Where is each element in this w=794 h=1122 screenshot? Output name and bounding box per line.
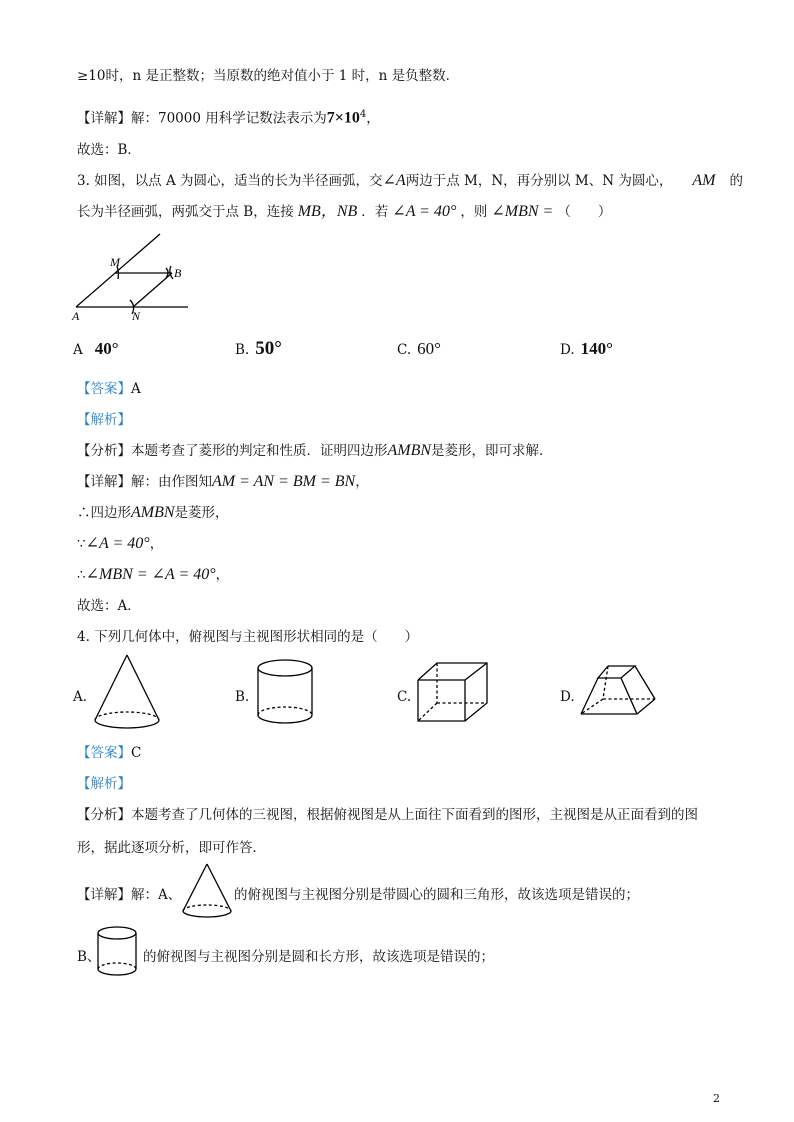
detail-line: 【详解】解：A、 xyxy=(77,887,182,903)
cone-icon xyxy=(92,652,162,732)
q4-option-c-label: C. xyxy=(397,689,412,705)
analysis-label: 【解析】 xyxy=(77,412,131,428)
math-superscript: 4 xyxy=(359,109,367,120)
answer-label: 【答案】 xyxy=(77,381,131,397)
page-number: 2 xyxy=(713,1092,720,1105)
text-segment: （ ） xyxy=(557,204,612,220)
label-a: A xyxy=(72,309,80,323)
text-segment: 是菱形， xyxy=(174,505,229,521)
text-segment: ， xyxy=(149,536,164,552)
segment-nb xyxy=(133,273,172,307)
analysis-line: 形，据此逐项分析，即可作答． xyxy=(77,840,266,856)
math-expression: MB，NB xyxy=(297,203,358,220)
label-b: B xyxy=(174,266,182,280)
question-3-line-2 xyxy=(77,202,611,222)
text-segment: 【分析】本题考查了菱形的判定和性质．证明四边形 xyxy=(77,443,388,459)
math-expression: AM = AN = BM = BN xyxy=(212,473,356,490)
analysis-line xyxy=(77,441,553,461)
text-line: 故选：B． xyxy=(77,142,141,158)
cylinder-icon xyxy=(255,657,325,737)
option-a xyxy=(73,339,119,360)
math-expression: ∠A = 40° xyxy=(392,203,457,220)
text-segment: ，则 xyxy=(460,204,488,220)
label-n: N xyxy=(132,309,141,323)
text-segment: 长为半径画弧，两弧交于点 B，连接 xyxy=(77,204,294,220)
text-segment: 【详解】解：由作图知 xyxy=(77,474,212,490)
cube-icon xyxy=(415,660,495,740)
math-expression: 7×10 xyxy=(326,109,360,127)
text-segment: 3. 如图，以点 A 为圆心，适当的长为半径画弧，交 xyxy=(77,173,383,189)
option-letter: A xyxy=(73,342,83,358)
question-3-line-1 xyxy=(77,171,743,191)
text-segment: 【详解】解：70000 用科学记数法表示为 xyxy=(77,110,327,127)
option-b xyxy=(235,339,282,360)
detail-line: B、 xyxy=(77,949,101,965)
q4-option-d-label: D. xyxy=(560,689,575,705)
small-cylinder-icon xyxy=(96,925,144,983)
detail-line: 的俯视图与主视图分别是带圆心的圆和三角形，故该选项是错误的； xyxy=(234,887,639,903)
text-segment: 的 xyxy=(729,173,743,189)
answer-line xyxy=(77,743,141,763)
option-c xyxy=(397,339,441,360)
rhombus-construction-figure xyxy=(72,230,202,325)
math-expression: ∠MBN = ∠A = 40° xyxy=(85,566,216,583)
math-expression: AMBN xyxy=(387,442,432,459)
detail-line: 的俯视图与主视图分别是圆和长方形，故该选项是错误的； xyxy=(143,949,494,965)
detail-line xyxy=(77,472,369,492)
option-value: 50° xyxy=(255,338,282,359)
analysis-label: 【解析】 xyxy=(77,776,131,792)
math-expression: AMBN xyxy=(131,504,175,521)
analysis-line: 【分析】本题考查了几何体的三视图，根据俯视图是从上面往下面看到的图形，主视图是从正面看到的图 xyxy=(77,807,698,823)
text-segment: ∵ xyxy=(77,536,86,552)
label-m: M xyxy=(110,255,120,269)
text-line: 故选：A． xyxy=(77,598,141,614)
q4-option-b-label: B. xyxy=(235,689,250,705)
option-d xyxy=(560,339,613,360)
text-segment: 两边于点 M，N，再分别以 M、N 为圆心， xyxy=(405,173,673,189)
option-letter: C. xyxy=(397,342,412,358)
option-value: 40° xyxy=(94,339,119,358)
option-value: 140° xyxy=(580,339,613,358)
option-value: 60° xyxy=(417,339,441,358)
text-segment: ∴ xyxy=(77,567,86,583)
q4-option-a-label: A. xyxy=(73,689,88,705)
step-line xyxy=(77,565,229,585)
text-segment: ， xyxy=(215,567,230,583)
answer-label: 【答案】 xyxy=(77,745,131,761)
step-line xyxy=(77,534,163,554)
math-expression: ∠A = 40° xyxy=(85,535,150,552)
text-line xyxy=(77,105,380,129)
option-letter: D. xyxy=(560,342,575,358)
text-segment: ， xyxy=(366,110,380,127)
answer-value: C xyxy=(131,745,142,761)
frustum-icon xyxy=(577,662,667,742)
step-line xyxy=(77,503,229,523)
answer-value: A xyxy=(131,381,141,397)
answer-line xyxy=(77,379,141,399)
text-segment: 是菱形，即可求解． xyxy=(431,443,553,459)
small-cone-icon xyxy=(180,861,236,923)
math-expression: AM xyxy=(692,172,716,189)
math-expression: ∠MBN = xyxy=(491,203,554,220)
text-segment: ．若 xyxy=(361,204,389,220)
text-segment: ∴四边形 xyxy=(77,505,131,521)
text-segment: ， xyxy=(355,474,369,490)
text-line: ≥10时，n 是正整数；当原数的绝对值小于 1 时，n 是负整数． xyxy=(77,68,460,84)
math-expression: ∠A xyxy=(382,172,406,189)
option-letter: B. xyxy=(235,342,250,358)
question-4: 4. 下列几何体中，俯视图与主视图形状相同的是（ ） xyxy=(77,629,419,645)
